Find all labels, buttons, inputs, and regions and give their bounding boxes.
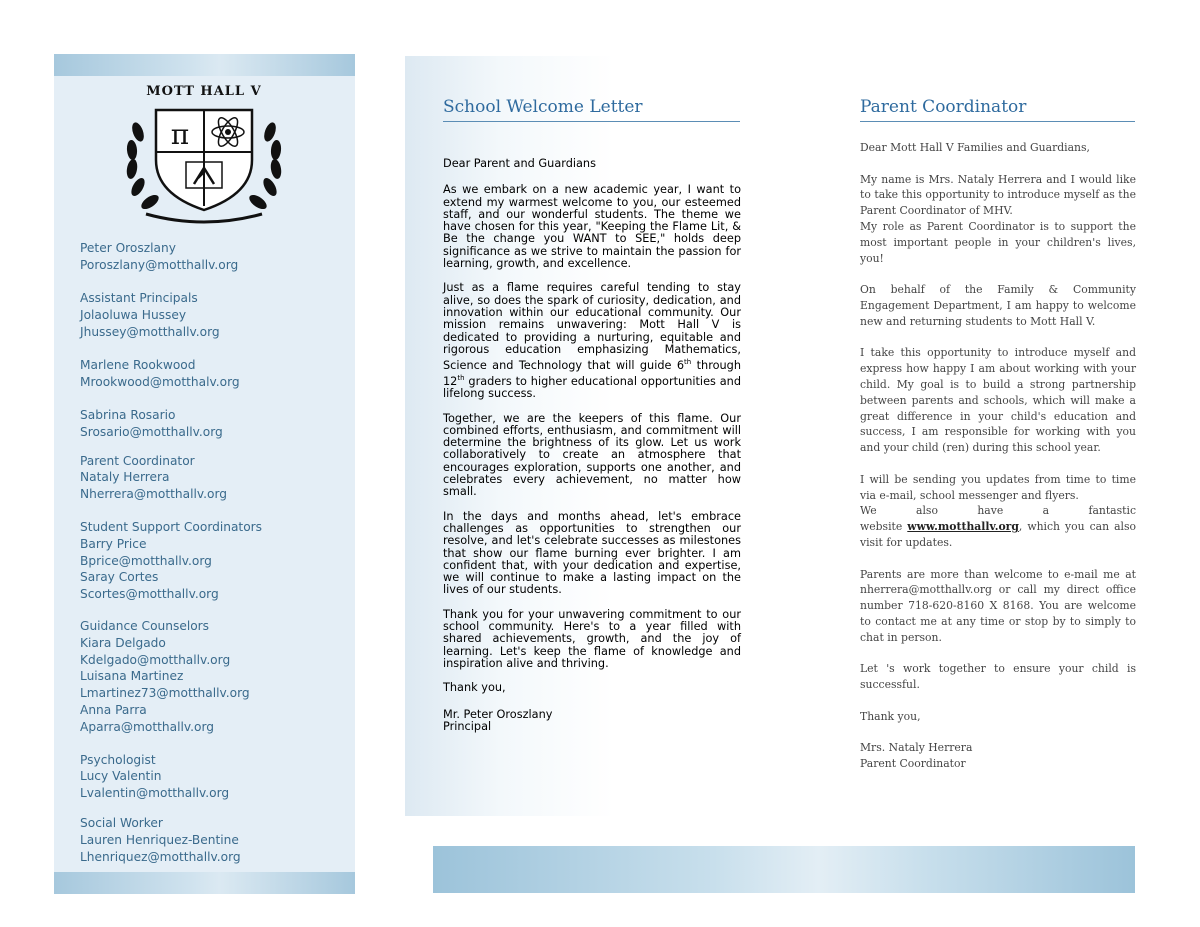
- coord-paragraph: On behalf of the Family & Community Engagement Department, I am happy to welcome new and returning students to Mott Hall V.: [860, 283, 1136, 328]
- staff-group-rosario: [80, 407, 350, 441]
- staff-group-rookwood: [80, 357, 350, 391]
- staff-group-guidance: [80, 618, 350, 736]
- sidebar-top-bar: [54, 54, 355, 76]
- coord-paragraph: Parents are more than welcome to e-mail me at nherrera@motthallv.org or call my direct office number 718-620-8160 X 8168. You are welcome to contact me at any time or stop by to simply to chat in person.: [860, 567, 1136, 644]
- staff-email[interactable]: Bprice@motthallv.org: [80, 553, 212, 568]
- coord-text: website: [860, 520, 908, 534]
- staff-group-assistant-principals: [80, 290, 350, 340]
- staff-group-student-support: [80, 519, 350, 603]
- staff-email[interactable]: Srosario@motthallv.org: [80, 424, 223, 439]
- staff-line: Parent Coordinator: [80, 453, 195, 468]
- staff-line: Guidance Counselors: [80, 619, 210, 634]
- coord-paragraph: I will be sending you updates from time to time via e-mail, school messenger and flyers.: [860, 472, 1136, 502]
- staff-line: Kiara Delgado: [80, 635, 166, 650]
- welcome-letter-title: School Welcome Letter: [443, 97, 740, 122]
- coord-paragraph: My role as Parent Coordinator is to support the most important people in your children's lives, you!: [860, 219, 1136, 265]
- staff-line: Sabrina Rosario: [80, 408, 176, 423]
- staff-email[interactable]: Kdelgado@motthallv.org: [80, 652, 231, 667]
- staff-line: Barry Price: [80, 536, 147, 551]
- school-logo: [116, 84, 292, 254]
- staff-line: Luisana Martinez: [80, 669, 184, 684]
- staff-email[interactable]: Aparra@motthallv.org: [80, 719, 214, 734]
- staff-group-parent-coordinator: [80, 453, 350, 503]
- staff-line: Saray Cortes: [80, 570, 159, 585]
- svg-text:π: π: [170, 118, 190, 151]
- staff-group-social-worker: [80, 815, 350, 865]
- staff-email[interactable]: Jhussey@motthallv.org: [80, 324, 220, 339]
- staff-line: Marlene Rookwood: [80, 357, 196, 372]
- staff-line: Peter Oroszlany: [80, 241, 176, 255]
- staff-line: Lauren Henriquez-Bentine: [80, 832, 239, 847]
- coord-signer: Mrs. Nataly Herrera: [860, 741, 973, 755]
- letter-paragraph: Together, we are the keepers of this flame. Our combined efforts, enthusiasm, and commitment will determine the brightness of its glow. Let us work collaboratively to create an atmosphere that encourages exploration, supports one another, and celebrates every achievement, no matter how small.: [443, 411, 741, 499]
- coord-paragraph-website: [860, 519, 1136, 551]
- parent-coordinator-letter: [860, 140, 1136, 772]
- staff-group-psychologist: [80, 752, 350, 802]
- staff-sidebar: [54, 54, 355, 894]
- staff-line: Psychologist: [80, 752, 156, 767]
- letter-signer: Mr. Peter Oroszlany: [443, 707, 553, 721]
- crest-icon: [116, 102, 292, 232]
- staff-line: Assistant Principals: [80, 291, 198, 306]
- letter-paragraph: As we embark on a new academic year, I want to extend my warmest welcome to you, our esteemed staff, and our wonderful students. The theme we have chosen for this year, "Keeping the Flame Lit, & Be the change you WANT to SEE," holds deep significance as we strive to maintain the passion for learning, growth, and excellence.: [443, 183, 741, 271]
- letter-greeting: Dear Parent and Guardians: [443, 157, 596, 170]
- welcome-letter-body: [443, 158, 741, 733]
- staff-line: Social Worker: [80, 816, 163, 831]
- staff-email[interactable]: Lvalentin@motthallv.org: [80, 786, 230, 801]
- staff-line: Lucy Valentin: [80, 769, 162, 784]
- footer-bar: [433, 846, 1135, 893]
- coord-signer-role: Parent Coordinator: [860, 757, 966, 771]
- sidebar-bottom-bar: [54, 872, 355, 894]
- parent-coordinator-title: Parent Coordinator: [860, 97, 1135, 122]
- staff-line: Nataly Herrera: [80, 470, 170, 485]
- mission-text: Just as a flame requires careful tending to stay alive, so does the spark of curiosity, dedication, and innovation within our educational community. Our mission remains unwavering: Mott Hall V is dedicated to providing a nurturing, equitable and rigorous education emphasizing Mathematics, Science and Technology that will guide 6: [443, 281, 741, 372]
- coord-spread-line: We also have a fantastic: [860, 504, 1136, 518]
- letter-signer-role: Principal: [443, 719, 492, 733]
- coord-paragraph: I take this opportunity to introduce myself and express how happy I am about working with your child. My goal is to build a strong partnership between parents and schools, which will make a great difference in your child's education and success, I am responsible for working with you and your child (ren) during this school year.: [860, 346, 1136, 455]
- staff-line: Jolaoluwa Hussey: [80, 307, 187, 322]
- coord-greeting: Dear Mott Hall V Families and Guardians,: [860, 141, 1090, 154]
- coord-text: , which you can also visit for updates.: [860, 520, 1136, 549]
- website-link[interactable]: www.motthallv.org: [907, 520, 1019, 534]
- letter-paragraph: Thank you for your unwavering commitment to our school community. Here's to a year filled with shared achievements, growth, and the joy of learning. Let's keep the flame of knowledge and inspiration alive and thriving.: [443, 607, 741, 670]
- superscript: th: [457, 374, 465, 383]
- staff-email[interactable]: Lhenriquez@motthallv.org: [80, 849, 241, 864]
- staff-email[interactable]: Mrookwood@motthalv.org: [80, 374, 240, 389]
- coord-paragraph: Let 's work together to ensure your child is successful.: [860, 662, 1136, 692]
- mission-text: through 12: [443, 358, 741, 388]
- coord-paragraph: My name is Mrs. Nataly Herrera and I would like to take this opportunity to introduce myself as the Parent Coordinator of MHV.: [860, 172, 1136, 218]
- logo-title: MOTT HALL V: [146, 84, 262, 99]
- coord-paragraph-spread: [860, 503, 1136, 519]
- letter-paragraph-mission: [443, 282, 741, 400]
- coord-closing: Thank you,: [860, 709, 921, 723]
- staff-line: Anna Parra: [80, 703, 147, 718]
- letter-closing: Thank you,: [443, 681, 506, 695]
- staff-email[interactable]: Nherrera@motthallv.org: [80, 487, 228, 502]
- staff-email[interactable]: Scortes@motthallv.org: [80, 587, 219, 602]
- staff-directory: [80, 240, 350, 865]
- superscript: th: [684, 358, 692, 367]
- mission-text: graders to higher educational opportunities and lifelong success.: [443, 374, 741, 401]
- staff-email[interactable]: Poroszlany@motthallv.org: [80, 257, 239, 272]
- staff-line: Student Support Coordinators: [80, 520, 263, 535]
- staff-group-principal: [80, 240, 350, 274]
- letter-paragraph: In the days and months ahead, let's embrace challenges as opportunities to strengthen our resolve, and let's celebrate successes as milestones that show our flame burning ever brighter. I am confident that, with your dedication and expertise, we will continue to make a lasting impact on the lives of our students.: [443, 509, 741, 597]
- staff-email[interactable]: Lmartinez73@motthallv.org: [80, 686, 250, 701]
